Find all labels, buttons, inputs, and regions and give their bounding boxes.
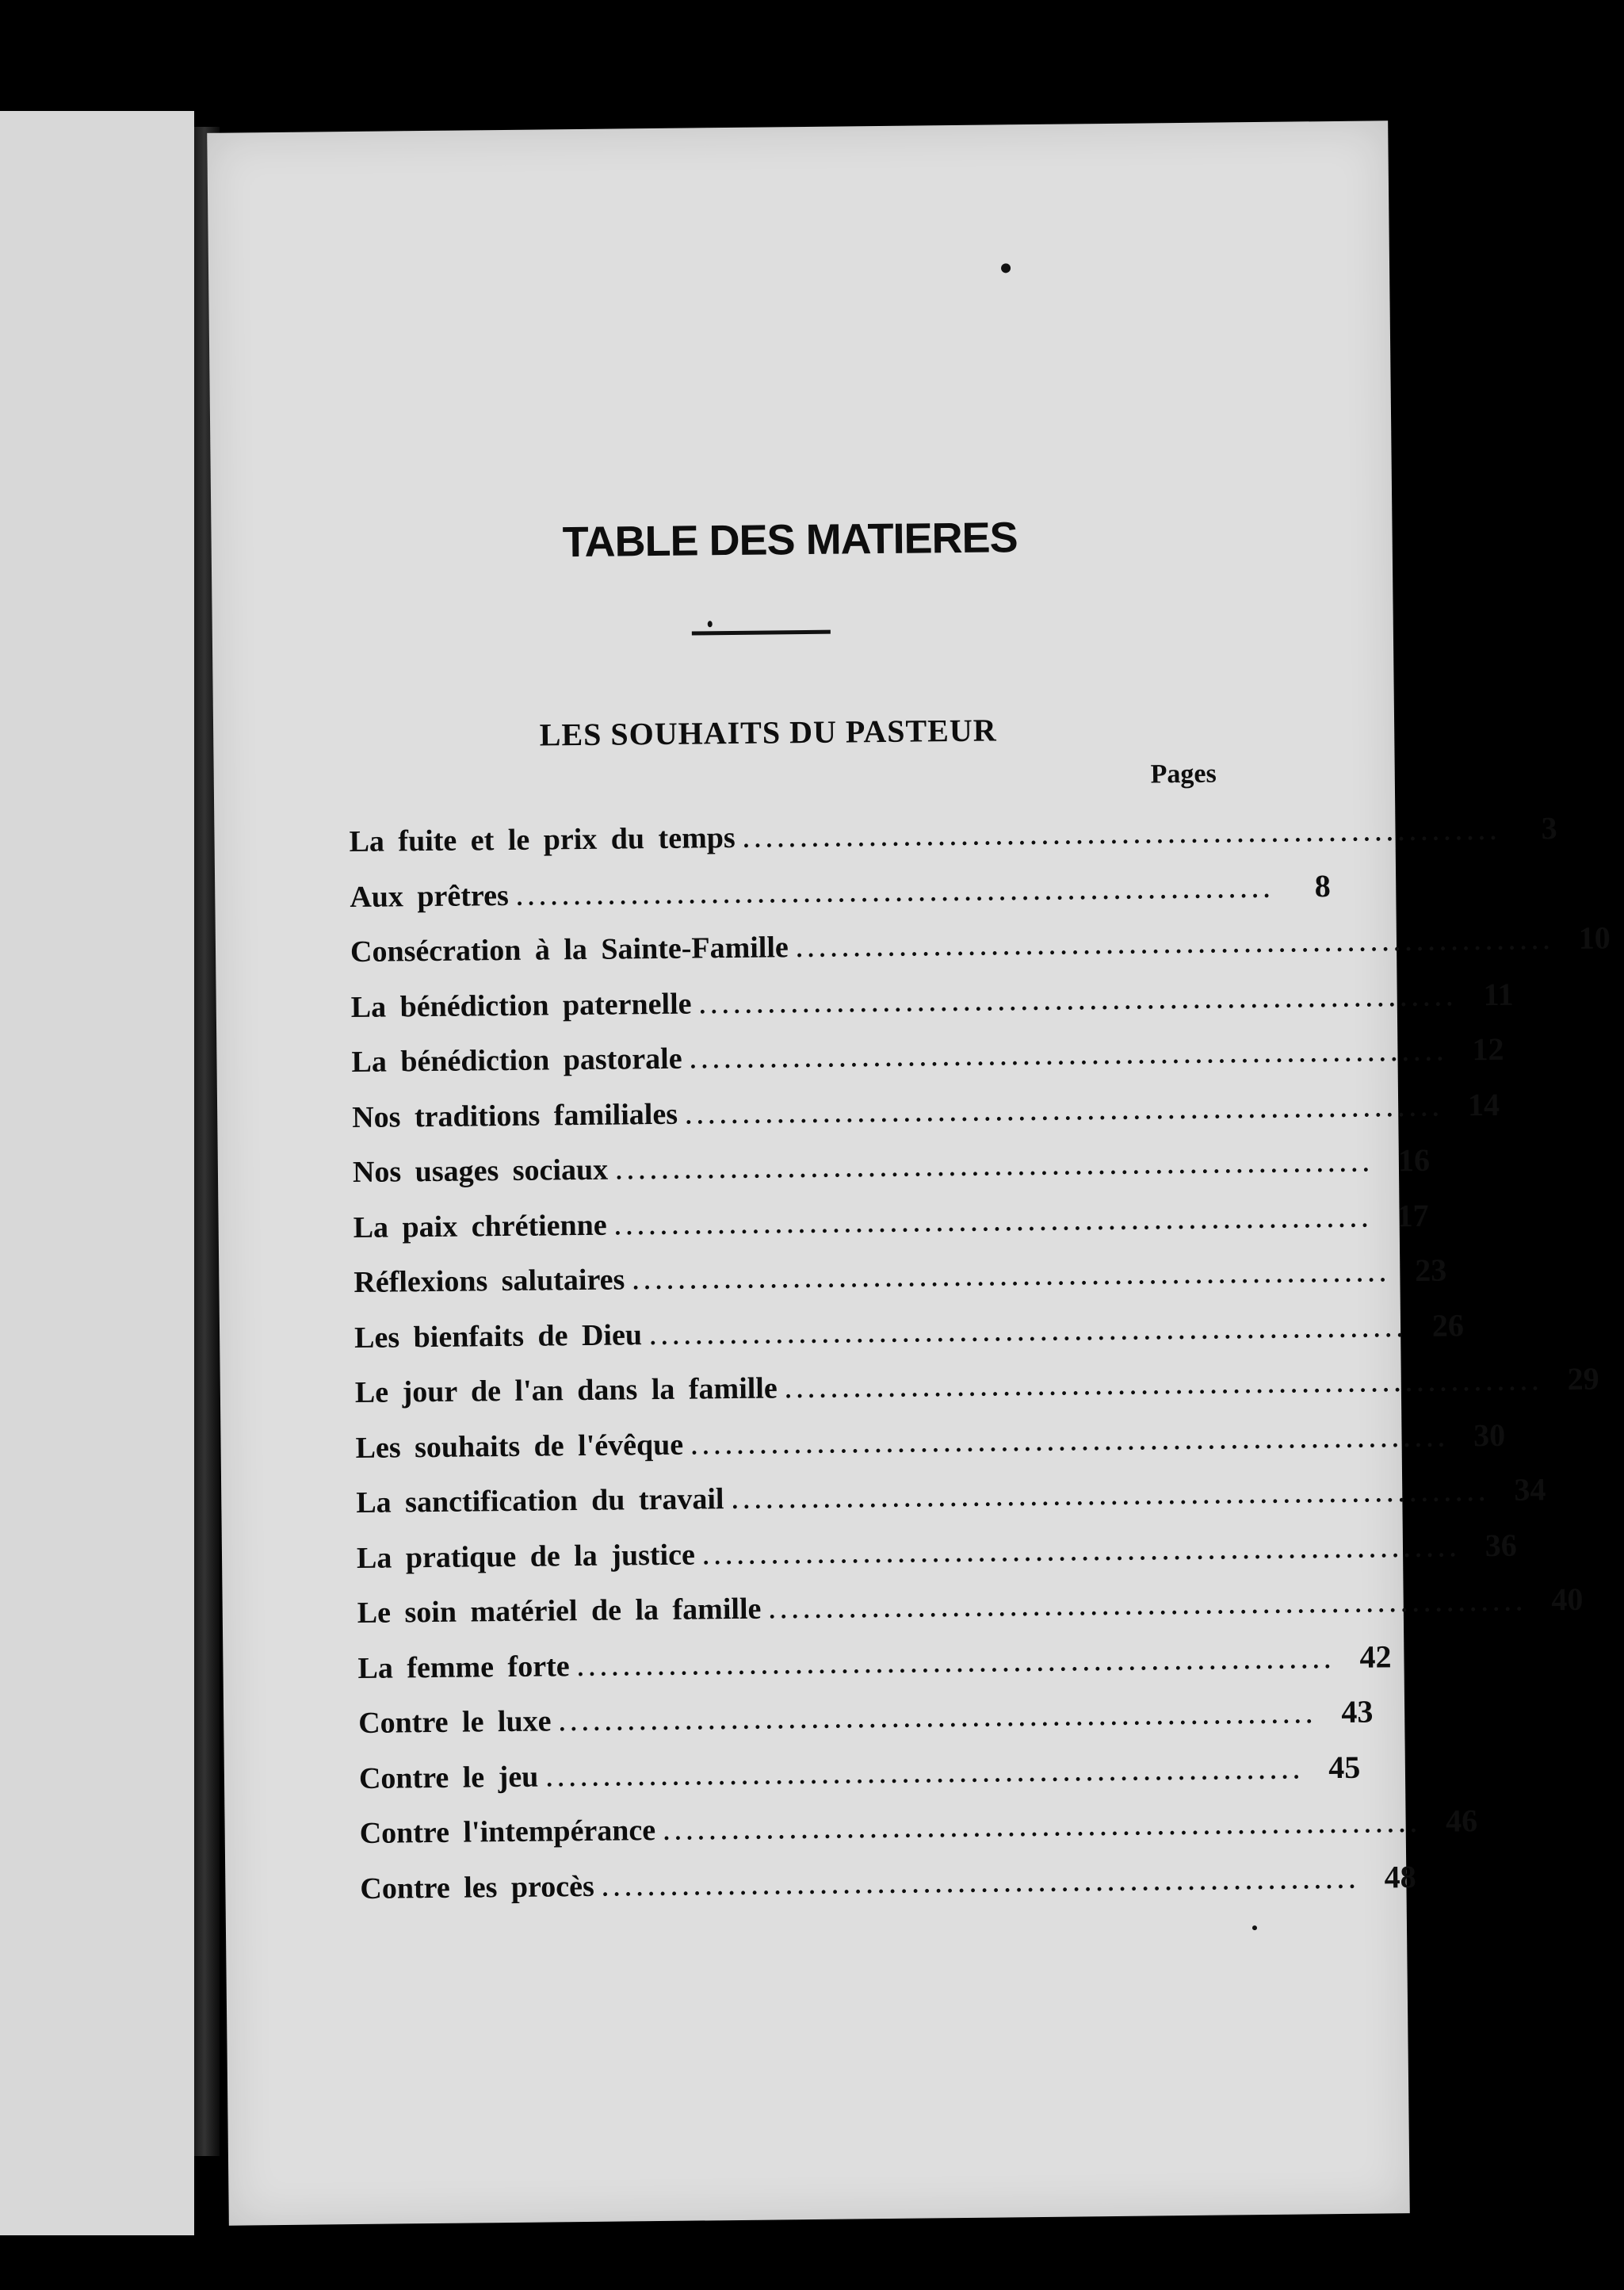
- title-rule: [692, 630, 831, 636]
- toc-entry: [355, 1410, 1506, 1474]
- toc-entry: [354, 1355, 1599, 1420]
- dot-leader: ..................................................................: [546, 1757, 1305, 1792]
- dot-leader: ..................................................................: [685, 1095, 1445, 1130]
- toc-entry-page: 36: [1485, 1527, 1517, 1563]
- contents-page: [207, 120, 1611, 2225]
- toc-entry-label: La femme forte: [357, 1649, 570, 1685]
- dot-leader: ..................................................................: [559, 1702, 1318, 1737]
- toc-entry-label: La paix chrétienne: [353, 1208, 607, 1244]
- dot-leader: ..................................................................: [769, 1589, 1528, 1624]
- toc-entry-page: 17: [1397, 1197, 1429, 1233]
- dot-leader: ..................................................................: [602, 1867, 1361, 1902]
- dot-leader: ..................................................................: [649, 1315, 1409, 1350]
- dot-leader: ..................................................................: [796, 928, 1555, 963]
- toc-entry-page: 43: [1341, 1693, 1374, 1730]
- facing-page: [0, 111, 194, 2235]
- toc-entry-label: Nos traditions familiales: [352, 1097, 678, 1134]
- pages-column-label: Pages: [1150, 759, 1217, 789]
- toc-entry-page: 46: [1445, 1803, 1478, 1839]
- section-heading: LES SOUHAITS DU PASTEUR: [539, 712, 997, 753]
- toc-entry-label: La bénédiction paternelle: [350, 987, 692, 1024]
- toc-entry-page: 29: [1567, 1360, 1599, 1397]
- toc-entry: [357, 1576, 1584, 1640]
- ink-speck: [708, 621, 713, 627]
- dot-leader: ..................................................................: [690, 1039, 1449, 1074]
- toc-entry-label: Contre le luxe: [358, 1704, 552, 1740]
- dot-leader: ..................................................................: [743, 818, 1502, 853]
- dot-leader: ..................................................................: [732, 1480, 1491, 1515]
- toc-entry-label: Le soin matériel de la famille: [357, 1592, 762, 1630]
- toc-entry-page: 23: [1414, 1252, 1447, 1288]
- toc-entry: [353, 1190, 1429, 1254]
- toc-entry-label: Les souhaits de l'évêque: [355, 1428, 684, 1465]
- dot-leader: ..................................................................: [516, 876, 1275, 911]
- toc-entry-page: 10: [1578, 919, 1611, 956]
- dot-leader: ..................................................................: [615, 1150, 1375, 1185]
- toc-entry-label: Réflexions salutaires: [353, 1263, 625, 1300]
- toc-entry: [350, 969, 1514, 1034]
- toc-entry-label: La fuite et le prix du temps: [349, 820, 736, 859]
- toc-entry-page: 16: [1397, 1141, 1431, 1179]
- toc-entry: [357, 1631, 1392, 1695]
- toc-entry: [352, 1135, 1431, 1199]
- toc-entry-label: Contre l'intempérance: [359, 1814, 656, 1850]
- ink-speck: [1001, 263, 1011, 273]
- toc-entry-page: 40: [1551, 1581, 1584, 1618]
- dot-leader: ..................................................................: [699, 984, 1458, 1019]
- toc-entry: [360, 1851, 1416, 1915]
- toc-entry-label: La pratique de la justice: [356, 1538, 696, 1575]
- toc-entry-page: 3: [1541, 810, 1557, 847]
- dot-leader: ..................................................................: [785, 1369, 1544, 1404]
- dot-leader: ..................................................................: [663, 1810, 1423, 1845]
- ink-speck: [1252, 1925, 1257, 1930]
- toc-entry: [356, 1520, 1517, 1585]
- toc-entry-page: 34: [1514, 1471, 1546, 1508]
- toc-entry-label: Le jour de l'an dans la famille: [354, 1371, 778, 1410]
- toc-entry: [350, 859, 1331, 923]
- toc-entry: [359, 1796, 1478, 1860]
- toc-entry-page: 12: [1472, 1030, 1504, 1068]
- toc-entry-page: 11: [1483, 976, 1514, 1012]
- toc-entry: [358, 1741, 1361, 1805]
- toc-entry: [358, 1686, 1374, 1750]
- toc-entry-label: Contre les procès: [360, 1869, 594, 1906]
- toc-list: [349, 805, 1611, 1915]
- toc-entry-label: Consécration à la Sainte-Famille: [350, 931, 789, 969]
- toc-entry-page: 26: [1431, 1306, 1465, 1344]
- toc-entry: [353, 1245, 1447, 1309]
- toc-entry-label: Les bienfaits de Dieu: [353, 1317, 643, 1355]
- toc-entry: [349, 805, 1557, 869]
- toc-entry-page: 30: [1473, 1416, 1506, 1453]
- dot-leader: ..................................................................: [632, 1260, 1392, 1295]
- page-title: TABLE DES MATIERES: [562, 514, 1018, 567]
- dot-leader: ..................................................................: [690, 1425, 1450, 1460]
- toc-entry-page: 48: [1384, 1858, 1416, 1894]
- toc-entry: [353, 1300, 1465, 1364]
- toc-entry: [351, 1025, 1504, 1089]
- toc-entry-label: Aux prêtres: [350, 878, 509, 914]
- toc-entry-page: 8: [1314, 867, 1331, 904]
- toc-entry-label: La bénédiction pastorale: [351, 1042, 682, 1080]
- toc-entry: [356, 1466, 1546, 1530]
- dot-leader: ..................................................................: [702, 1535, 1462, 1569]
- toc-entry-label: Contre le jeu: [358, 1760, 539, 1795]
- toc-entry: [352, 1080, 1500, 1144]
- toc-entry: [350, 915, 1611, 979]
- toc-entry-page: 42: [1359, 1638, 1392, 1675]
- toc-entry-label: La sanctification du travail: [356, 1482, 724, 1520]
- dot-leader: ..................................................................: [614, 1206, 1374, 1241]
- toc-entry-page: 45: [1328, 1749, 1361, 1785]
- toc-entry-page: 14: [1467, 1086, 1500, 1122]
- dot-leader: ..................................................................: [577, 1646, 1336, 1681]
- toc-entry-label: Nos usages sociaux: [352, 1153, 609, 1190]
